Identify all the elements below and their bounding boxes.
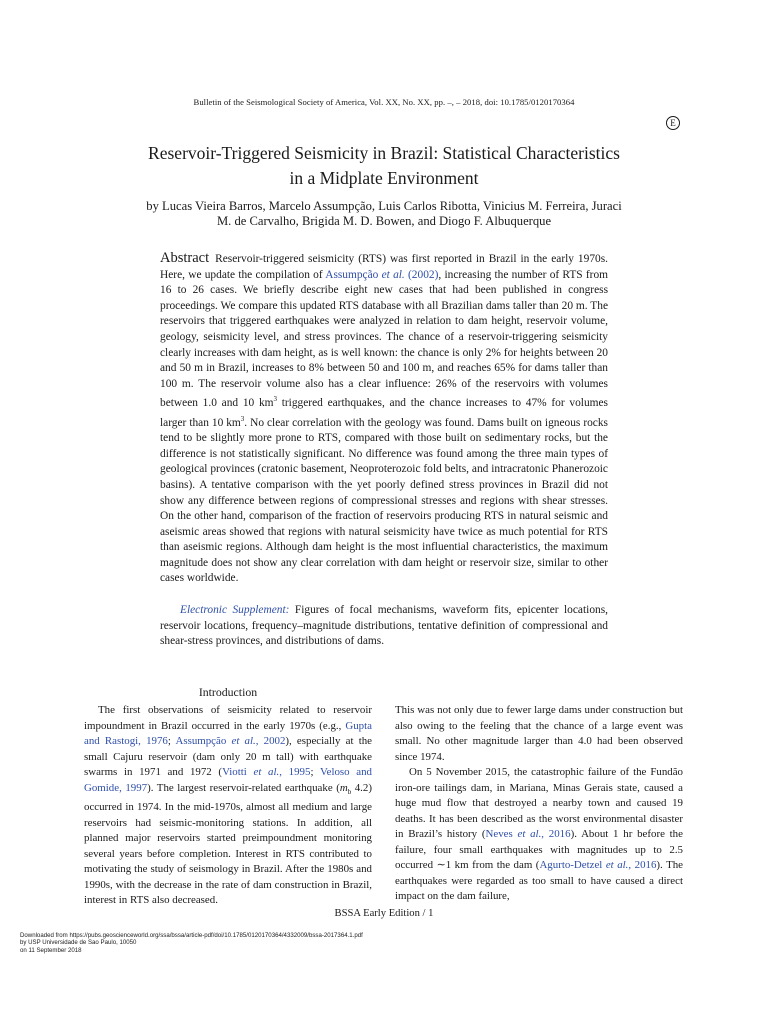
journal-citation-header: Bulletin of the Seismological Society of America, Vol. XX, No. XX, pp. –, – 2018, doi: 10.1785/0120170364 (193, 97, 575, 107)
reference-link-assumpcao-2002[interactable]: Assumpção et al. (2002) (325, 268, 439, 281)
electronic-supplement (160, 603, 608, 650)
download-watermark: Downloaded from https://pubs.geoscienceworld.org/ssa/bssa/article-pdf/doi/10.1785/0120170364/4332009/bssa-2017364.1.pdf by USP Universidade de Sao Paulo, 10050 on 11 September 2018 (20, 932, 363, 954)
reference-link[interactable]: Agurto-Detzel et al., 2016 (539, 859, 657, 871)
abstract-text-2: , increasing the number of RTS from 16 to 26 cases. We briefly describe eight new cases that had been published in congress proceedings. We compare this updated RTS database with all Brazilian dams taller than 20 m. The reservoirs that triggered earthquakes were analyzed in relation to dam height, reservoir volume, geology, seismicity level, and stress provinces. The chance of a reservoir-triggering seismicity clearly increases with dam height, as is well known: the chance is only 2% for heights between 20 and 50 m in Brazil, increases to 8% between 50 and 100 m, and reaches 65% for dams taller than 100 m. The reservoir volume also has a clear influence: 26% of the reservoirs with volumes between 1.0 and 10 km (160, 268, 608, 410)
paragraph: This was not only due to fewer large dams under construction but also owing to the feeling that the chance of a large event was small. No other magnitude larger than 4.0 had been observed since 1974. (395, 704, 683, 763)
superscript-3: 3 (240, 414, 245, 423)
page-footer: BSSA Early Edition / 1 (334, 908, 434, 919)
abstract-text-4: . No clear correlation with the geology was found. Dams built on igneous rocks tend to be slightly more prone to RTS, compared with those built on sedimentary rocks, but the difference is not statistically significant. No difference was found among the three main types of geological provinces (cratonic basement, Neoproterozoic fold belts, and intracratonic Phanerozoic basins). A tentative comparison with the yet poorly defined stress provinces in Brazil did not show any difference between regions of compressional stresses and regions with shear stresses. On the other hand, comparison of the fraction of reservoirs producing RTS in natural seismic and aseismic areas showed that regions with natural seismicity have twice as much potential for RTS than aseismic regions. Although dam height is the most influential characteristics, the maximum magnitude does not show any clear correlation with dam height or reservoir size, similar to other cases worldwide. (160, 416, 608, 585)
intro-right-column (395, 703, 683, 905)
title-line-1: Reservoir-Triggered Seismicity in Brazil: Statistical Characteristics (148, 143, 620, 163)
authors-line-2: M. de Carvalho, Brigida M. D. Bowen, and Diogo F. Albuquerque (216, 214, 552, 228)
paper-title (0, 141, 768, 191)
section-heading-introduction: Introduction (198, 685, 258, 699)
reference-link[interactable]: Gupta and Rastogi, 1976 (84, 719, 372, 747)
supplement-text: Figures of focal mechanisms, waveform fits, epicenter locations, reservoir locations, frequency–magnitude distributions, tentative definition of compressional and shear-stress provinces, and distributions of dams. (160, 604, 608, 648)
electronic-supplement-icon[interactable]: E (666, 116, 680, 130)
reference-link[interactable]: Viotti et al., 1995 (222, 766, 311, 778)
paragraph: The first observations of seismicity related to reservoir impoundment in Brazil occurred in the early 1970s (e.g., Gupta and Rastogi, 1976; Assumpção et al., 2002), especially at the small Cajuru reservoir (dam only 20 m tall) with earthquake swarms in 1971 and 1972 (Viotti et al., 1995; Veloso and Gomide, 1997). The largest reservoir-related earthquake ($m_b$ 4.2) occurred in 1974. In the mid-1970s, almost all medium and large reservoirs had seismic-monitoring stations. In addition, all planned major reservoirs started preimpoundment monitoring several years before completion. Interest in RTS contributed to motivating the study of seismology in Brazil. After the 1980s and 1990s, with the decrease in the rate of dam construction in Brazil, interest in RTS also decreased. (84, 704, 373, 907)
author-list (0, 199, 768, 229)
paragraph: On 5 November 2015, the catastrophic failure of the Fundão iron-ore tailings dam, in Mariana, Minas Gerais state, caused a huge mud flow that destroyed a nearby town and caused 19 deaths. It has been described as the worst environmental disaster in Brazil’s history (Neves et al., 2016). About 1 hr before the failure, four small earthquakes with magnitudes up to 2.5 occurred ∼1 km from the dam (Agurto-Detzel et al., 2016). The earthquakes were regarded as too small to have caused a direct impact on the dam failure, (395, 766, 684, 902)
superscript-3: 3 (273, 395, 277, 404)
reference-link[interactable]: Neves et al., 2016 (485, 828, 571, 840)
intro-left-column (84, 703, 372, 909)
title-line-2: in a Midplate Environment (289, 168, 479, 188)
abstract-text-3: triggered earthquakes, and the chance increases to 47% for volumes larger than 10 km (160, 397, 608, 429)
abstract-heading: Abstract (160, 250, 210, 266)
abstract-text-1: Reservoir-triggered seismicity (RTS) was first reported in Brazil in the early 1970s. Here, we update the compilation of (160, 253, 608, 281)
abstract (160, 251, 608, 587)
reference-link[interactable]: Assumpção et al., 2002 (175, 735, 286, 747)
electronic-supplement-link[interactable]: Electronic Supplement: (180, 604, 290, 616)
authors-line-1: by Lucas Vieira Barros, Marcelo Assumpção, Luis Carlos Ribotta, Vinicius M. Ferreira, Juraci (146, 199, 622, 213)
reference-link[interactable]: Veloso and Gomide, 1997 (84, 766, 373, 794)
